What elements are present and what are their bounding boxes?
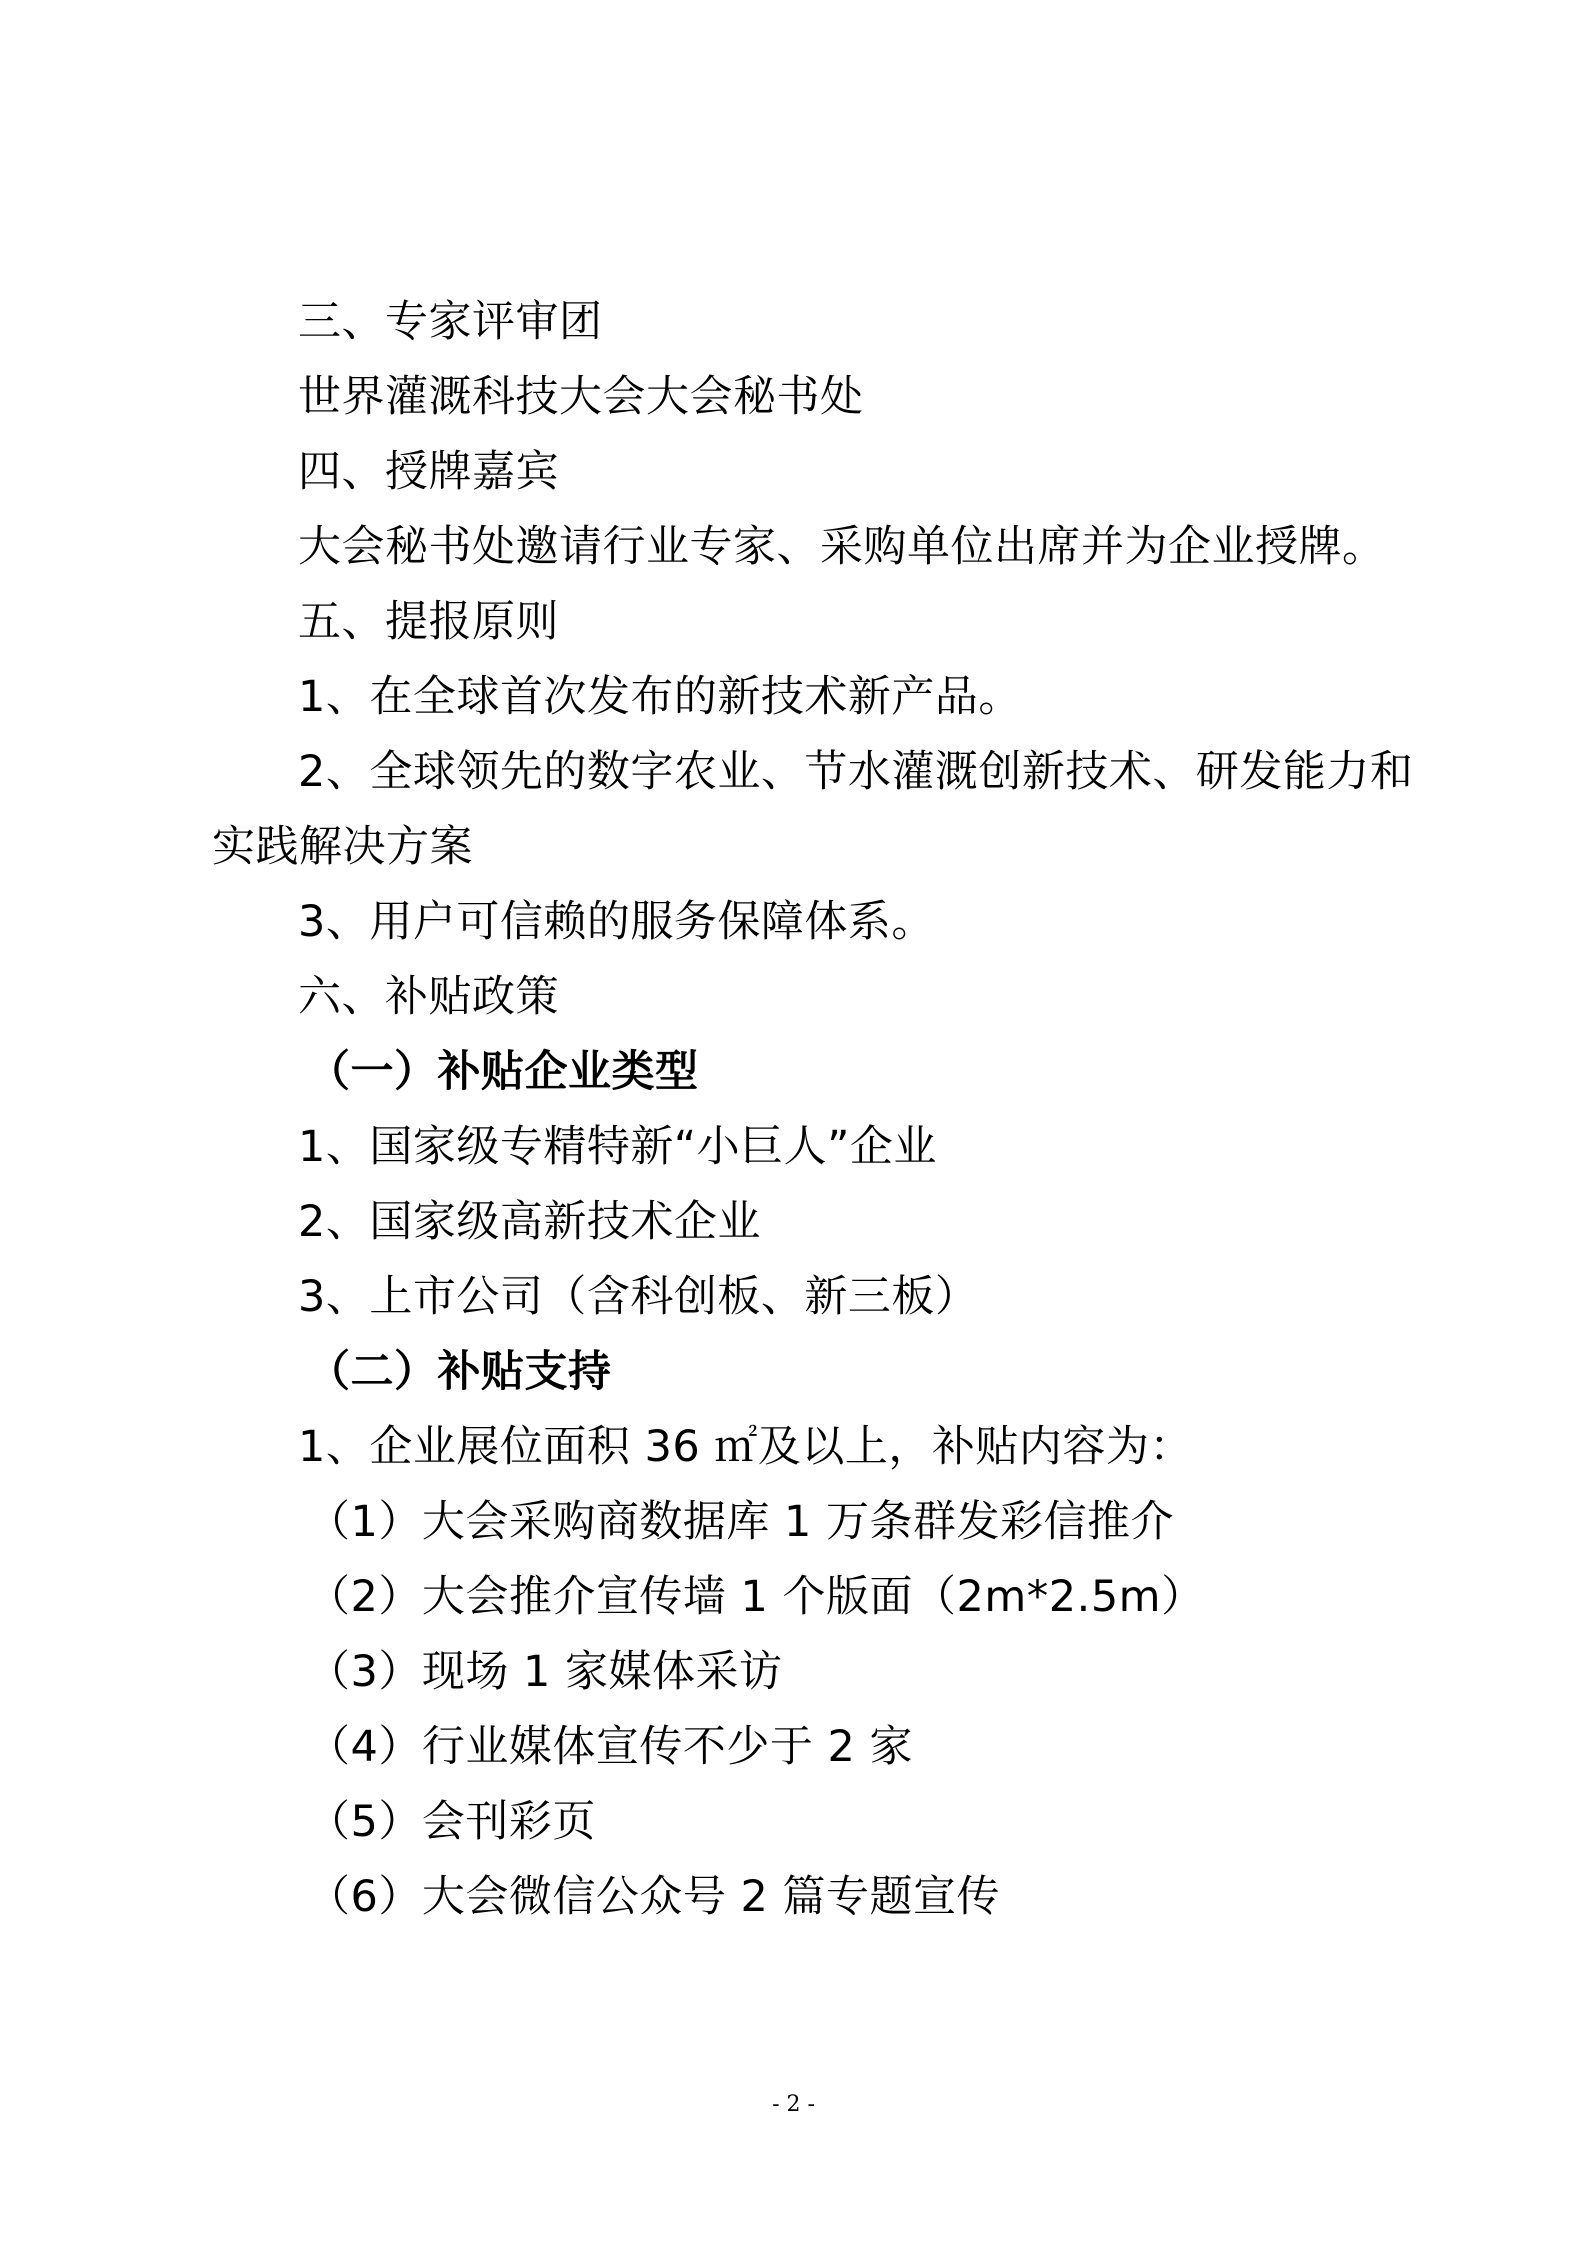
principle-item-3: 3、用户可信赖的服务保障体系。 bbox=[298, 897, 935, 947]
subsidy-support-item-1: 1、企业展位面积 36 ㎡及以上，补贴内容为： bbox=[298, 1422, 1193, 1472]
subsidy-content-item-6: （6）大会微信公众号 2 篇专题宣传 bbox=[307, 1872, 1001, 1922]
section-heading-award-guests: 四、授牌嘉宾 bbox=[298, 447, 559, 497]
subsidy-type-item-3: 3、上市公司（含科创板、新三板） bbox=[298, 1272, 979, 1322]
subsidy-content-item-5: （5）会刊彩页 bbox=[307, 1797, 596, 1847]
page-number: - 2 - bbox=[772, 2092, 815, 2117]
section-heading-subsidy-policy: 六、补贴政策 bbox=[298, 972, 559, 1022]
subsidy-type-item-2: 2、国家级高新技术企业 bbox=[298, 1197, 761, 1247]
section-heading-expert-panel: 三、专家评审团 bbox=[298, 297, 603, 347]
subheading-subsidy-types: （一）补贴企业类型 bbox=[307, 1047, 699, 1097]
principle-item-2: 2、全球领先的数字农业、节水灌溉创新技术、研发能力和 bbox=[298, 747, 1414, 797]
subheading-subsidy-support: （二）补贴支持 bbox=[307, 1347, 612, 1397]
paragraph-award-guests: 大会秘书处邀请行业专家、采购单位出席并为企业授牌。 bbox=[298, 522, 1386, 572]
paragraph-expert-panel: 世界灌溉科技大会大会秘书处 bbox=[298, 372, 864, 422]
subsidy-content-item-1: （1）大会采购商数据库 1 万条群发彩信推介 bbox=[307, 1497, 1175, 1547]
section-heading-principles: 五、提报原则 bbox=[298, 597, 559, 647]
subsidy-type-item-1: 1、国家级专精特新“小巨人”企业 bbox=[298, 1122, 937, 1172]
subsidy-content-item-2: （2）大会推介宣传墙 1 个版面（2m*2.5m） bbox=[307, 1572, 1205, 1622]
principle-item-2-continued: 实践解决方案 bbox=[212, 822, 473, 872]
principle-item-1: 1、在全球首次发布的新技术新产品。 bbox=[298, 672, 1022, 722]
subsidy-content-item-4: （4）行业媒体宣传不少于 2 家 bbox=[307, 1722, 914, 1772]
subsidy-content-item-3: （3）现场 1 家媒体采访 bbox=[307, 1647, 783, 1697]
